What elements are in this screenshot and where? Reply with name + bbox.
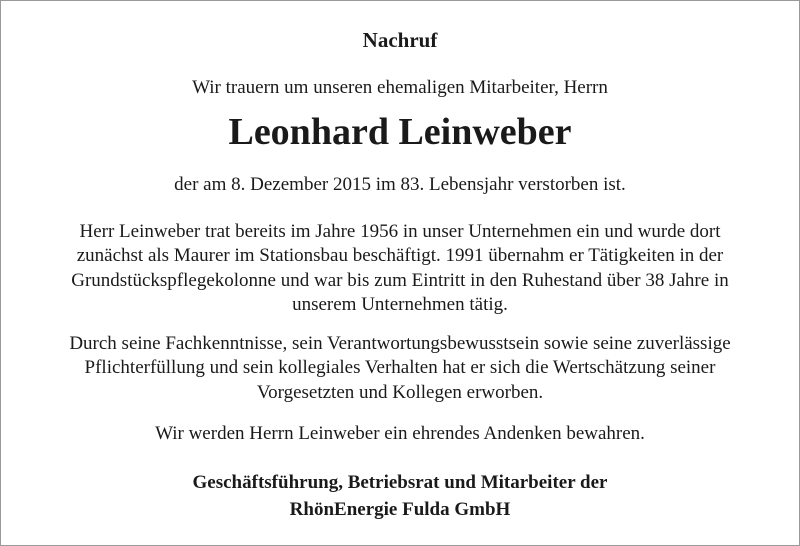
tribute-paragraph <box>1 332 799 405</box>
intro-line: Wir trauern um unseren ehemaligen Mitarbeiter, Herrn <box>192 77 608 98</box>
career-paragraph <box>1 220 799 318</box>
paragraph-line: unserem Unternehmen tätig. <box>292 294 508 316</box>
company-name: RhönEnergie Fulda GmbH <box>289 499 511 520</box>
paragraph-line: zunächst als Maurer im Stationsbau beschäftigt. 1991 übernahm er Tätigkeiten in der <box>76 245 724 267</box>
paragraph-line: Pflichterfüllung und sein kollegiales Verhalten hat er sich die Wertschätzung seiner <box>84 357 716 379</box>
deceased-name: Leonhard Leinweber <box>228 111 572 153</box>
signature-block <box>1 469 799 523</box>
notice-heading: Nachruf <box>362 28 438 52</box>
paragraph-line: Grundstückspflegekolonne und war bis zum Eintritt in den Ruhestand über 38 Jahre in <box>71 269 729 291</box>
paragraph-line: Vorgesetzten und Kollegen erworben. <box>256 381 544 403</box>
closing-line: Wir werden Herrn Leinweber ein ehrendes Andenken bewahren. <box>155 423 645 444</box>
signature-line: Geschäftsführung, Betriebsrat und Mitarbeiter der <box>192 472 608 493</box>
paragraph-line: Herr Leinweber trat bereits im Jahre 1956 in unser Unternehmen ein und wurde dort <box>79 221 721 242</box>
paragraph-line: Durch seine Fachkenntnisse, sein Verantwortungsbewusstsein sowie seine zuverlässige <box>69 333 731 354</box>
death-line: der am 8. Dezember 2015 im 83. Lebensjahr verstorben ist. <box>174 174 626 195</box>
